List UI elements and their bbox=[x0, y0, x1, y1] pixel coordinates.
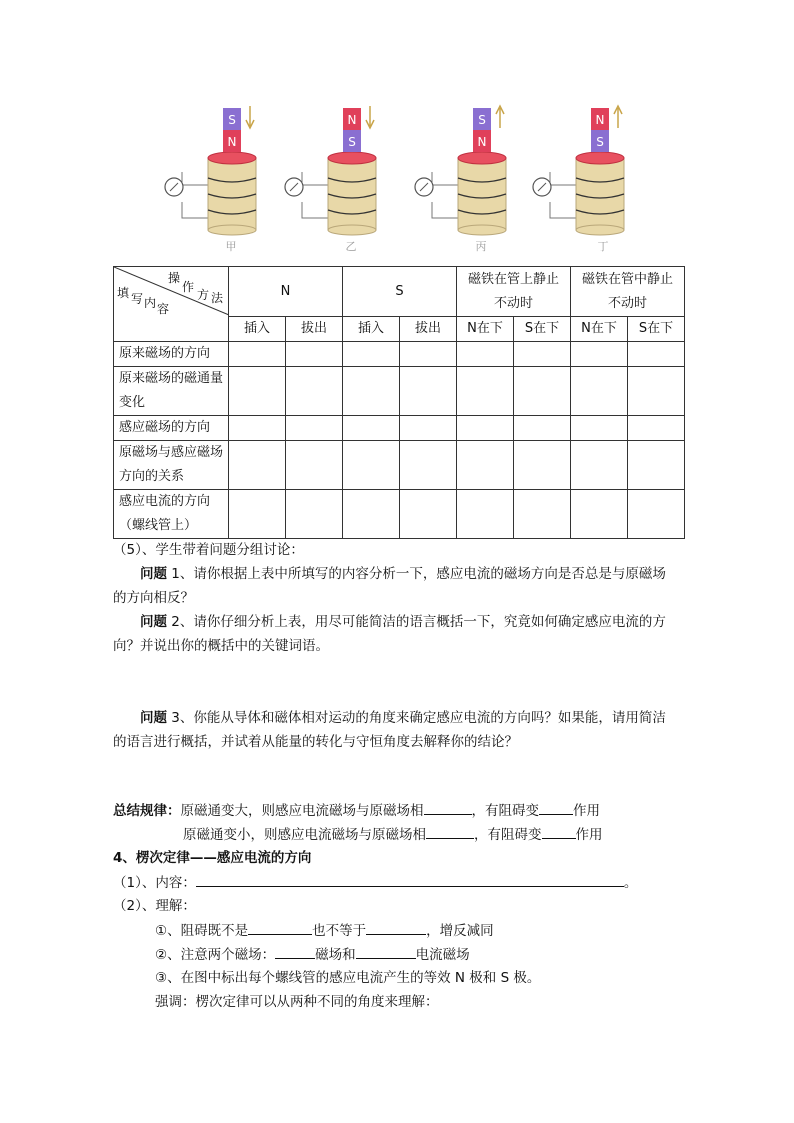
row-header: 原来磁场的磁通量变化 bbox=[114, 367, 229, 416]
magnet-top-label: N bbox=[595, 113, 605, 127]
magnet-bottom-label: N bbox=[477, 135, 487, 149]
coil-base bbox=[328, 225, 376, 235]
coil-base bbox=[576, 225, 624, 235]
summary-line-1: 总结规律：原磁通变大，则感应电流磁场与原磁场相 ，有阻碍变 作用 bbox=[113, 800, 600, 821]
sub-header: N在下 bbox=[457, 317, 514, 342]
corner-xie: 写 bbox=[131, 292, 144, 306]
question-1-label: 问题 bbox=[140, 566, 167, 582]
table-cell[interactable] bbox=[571, 416, 628, 441]
table-cell[interactable] bbox=[229, 490, 286, 539]
group-header-s: S bbox=[343, 267, 457, 317]
arrow-down-icon bbox=[246, 106, 254, 128]
coil-base bbox=[458, 225, 506, 235]
table-cell[interactable] bbox=[514, 416, 571, 441]
table-cell[interactable] bbox=[571, 367, 628, 416]
summary-label: 总结规律： bbox=[113, 803, 181, 819]
table-cell[interactable] bbox=[457, 416, 514, 441]
table-cell[interactable] bbox=[343, 367, 400, 416]
understanding-2: ②、注意两个磁场： 磁场和 电流磁场 bbox=[155, 944, 470, 965]
caption-jia: 甲 bbox=[225, 240, 237, 253]
sub-header: S在下 bbox=[514, 317, 571, 342]
question-3-line-2: 的语言进行概括，并试着从能量的转化与守恒角度去解释你的结论？ bbox=[113, 734, 518, 750]
corner-header-cell bbox=[114, 267, 229, 342]
table-cell[interactable] bbox=[229, 416, 286, 441]
row-header: 原磁场与感应磁场方向的关系 bbox=[114, 441, 229, 490]
sub-header: 插入 bbox=[343, 317, 400, 342]
circuit-wire bbox=[432, 172, 458, 218]
summary-blank-3[interactable] bbox=[426, 824, 474, 839]
caption-ding: 丁 bbox=[597, 240, 609, 253]
summary-blank-2[interactable] bbox=[539, 800, 573, 815]
table-cell[interactable] bbox=[400, 342, 457, 367]
summary-line-2: 原磁通变小，则感应电流磁场与原磁场相 ，有阻碍变 作用 bbox=[183, 824, 603, 845]
understanding-blank-3[interactable] bbox=[275, 944, 315, 959]
caption-bing: 丙 bbox=[475, 240, 487, 253]
question-1-line-2: 的方向相反？ bbox=[113, 590, 194, 606]
magnet-top-label: S bbox=[228, 113, 236, 127]
table-cell[interactable] bbox=[286, 342, 343, 367]
coil-body bbox=[576, 158, 624, 230]
table-cell[interactable] bbox=[628, 342, 685, 367]
coil-top bbox=[328, 152, 376, 164]
table-cell[interactable] bbox=[400, 416, 457, 441]
experiment-table bbox=[113, 266, 685, 539]
table-cell[interactable] bbox=[628, 416, 685, 441]
table-cell[interactable] bbox=[229, 367, 286, 416]
understanding-heading: （2）、理解： bbox=[113, 898, 196, 914]
circuit-wire bbox=[550, 172, 576, 218]
emphasis-line: 强调：楞次定律可以从两种不同的角度来理解： bbox=[155, 994, 439, 1010]
content-blank[interactable] bbox=[196, 872, 624, 887]
coil-top bbox=[576, 152, 624, 164]
question-2-line-2: 向？并说出你的概括中的关键词语。 bbox=[113, 638, 329, 654]
table-cell[interactable] bbox=[514, 441, 571, 490]
corner-zuo: 作 bbox=[182, 280, 195, 294]
step-5: （5）、学生带着问题分组讨论： bbox=[113, 542, 304, 558]
summary-blank-1[interactable] bbox=[424, 800, 472, 815]
corner-op: 操 bbox=[168, 271, 181, 285]
row-header: 原来磁场的方向 bbox=[114, 342, 229, 367]
question-1-line-1: 问题 1、请你根据上表中所填写的内容分析一下，感应电流的磁场方向是否总是与原磁场 bbox=[140, 566, 666, 582]
table-cell[interactable] bbox=[457, 490, 514, 539]
table-cell[interactable] bbox=[457, 342, 514, 367]
table-cell[interactable] bbox=[400, 490, 457, 539]
corner-fa: 法 bbox=[211, 291, 224, 305]
coil-body bbox=[328, 158, 376, 230]
circuit-wire bbox=[302, 172, 328, 218]
table-cell[interactable] bbox=[628, 441, 685, 490]
table-cell[interactable] bbox=[286, 490, 343, 539]
table-cell[interactable] bbox=[628, 490, 685, 539]
table-cell[interactable] bbox=[457, 367, 514, 416]
table-cell[interactable] bbox=[286, 367, 343, 416]
arrow-up-icon bbox=[496, 106, 504, 128]
table-cell[interactable] bbox=[628, 367, 685, 416]
table-cell[interactable] bbox=[400, 367, 457, 416]
table-cell[interactable] bbox=[514, 342, 571, 367]
group-header-above: 磁铁在管上静止不动时 bbox=[457, 267, 571, 317]
question-2-label: 问题 bbox=[140, 614, 167, 630]
table-cell[interactable] bbox=[571, 490, 628, 539]
corner-fang: 方 bbox=[197, 288, 210, 302]
coil-top bbox=[208, 152, 256, 164]
sub-header: 拔出 bbox=[286, 317, 343, 342]
understanding-blank-4[interactable] bbox=[356, 944, 416, 959]
corner-rong: 容 bbox=[157, 302, 170, 316]
table-cell[interactable] bbox=[286, 441, 343, 490]
solenoid-figure bbox=[150, 100, 650, 260]
table-cell[interactable] bbox=[343, 490, 400, 539]
understanding-3: ③、在图中标出每个螺线管的感应电流产生的等效 N 极和 S 极。 bbox=[155, 970, 541, 986]
circuit-wire bbox=[182, 172, 208, 218]
row-header: 感应电流的方向（螺线管上） bbox=[114, 490, 229, 539]
caption-yi: 乙 bbox=[345, 240, 357, 253]
table-cell[interactable] bbox=[229, 441, 286, 490]
solenoid-diagrams bbox=[150, 100, 650, 240]
sub-header: S在下 bbox=[628, 317, 685, 342]
table-cell[interactable] bbox=[286, 416, 343, 441]
understanding-1: ①、阻碍既不是 也不等于 ，增反减同 bbox=[155, 920, 494, 941]
sub-header: 插入 bbox=[229, 317, 286, 342]
magnet-top-label: N bbox=[347, 113, 357, 127]
coil-base bbox=[208, 225, 256, 235]
corner-nei: 内 bbox=[144, 296, 157, 310]
table-cell[interactable] bbox=[571, 441, 628, 490]
table-cell[interactable] bbox=[343, 342, 400, 367]
table-cell[interactable] bbox=[400, 441, 457, 490]
summary-blank-4[interactable] bbox=[542, 824, 576, 839]
content-line: （1）、内容： 。 bbox=[113, 872, 637, 893]
corner-tian: 填 bbox=[117, 286, 130, 300]
question-3-label: 问题 bbox=[140, 710, 167, 726]
table-cell[interactable] bbox=[343, 441, 400, 490]
group-header-inside: 磁铁在管中静止不动时 bbox=[571, 267, 685, 317]
section-4-heading: 4、楞次定律——感应电流的方向 bbox=[113, 850, 312, 866]
sub-header: N在下 bbox=[571, 317, 628, 342]
table-cell[interactable] bbox=[457, 441, 514, 490]
coil-body bbox=[458, 158, 506, 230]
magnet-bottom-label: S bbox=[348, 135, 356, 149]
sub-header: 拔出 bbox=[400, 317, 457, 342]
row-header: 感应磁场的方向 bbox=[114, 416, 229, 441]
table-cell[interactable] bbox=[514, 367, 571, 416]
arrow-down-icon bbox=[366, 106, 374, 128]
arrow-up-icon bbox=[614, 106, 622, 128]
magnet-bottom-label: S bbox=[596, 135, 604, 149]
table-cell[interactable] bbox=[514, 490, 571, 539]
magnet-bottom-label: N bbox=[227, 135, 237, 149]
coil-body bbox=[208, 158, 256, 230]
magnet-top-label: S bbox=[478, 113, 486, 127]
question-2-line-1: 问题 2、请你仔细分析上表，用尽可能简洁的语言概括一下，究竟如何确定感应电流的方 bbox=[140, 614, 666, 630]
table-cell[interactable] bbox=[571, 342, 628, 367]
understanding-blank-2[interactable] bbox=[366, 920, 426, 935]
understanding-blank-1[interactable] bbox=[248, 920, 312, 935]
question-3-line-1: 问题 3、你能从导体和磁体相对运动的角度来确定感应电流的方向吗？如果能，请用简洁 bbox=[140, 710, 666, 726]
group-header-n: N bbox=[229, 267, 343, 317]
table-cell[interactable] bbox=[343, 416, 400, 441]
table-cell[interactable] bbox=[229, 342, 286, 367]
coil-top bbox=[458, 152, 506, 164]
